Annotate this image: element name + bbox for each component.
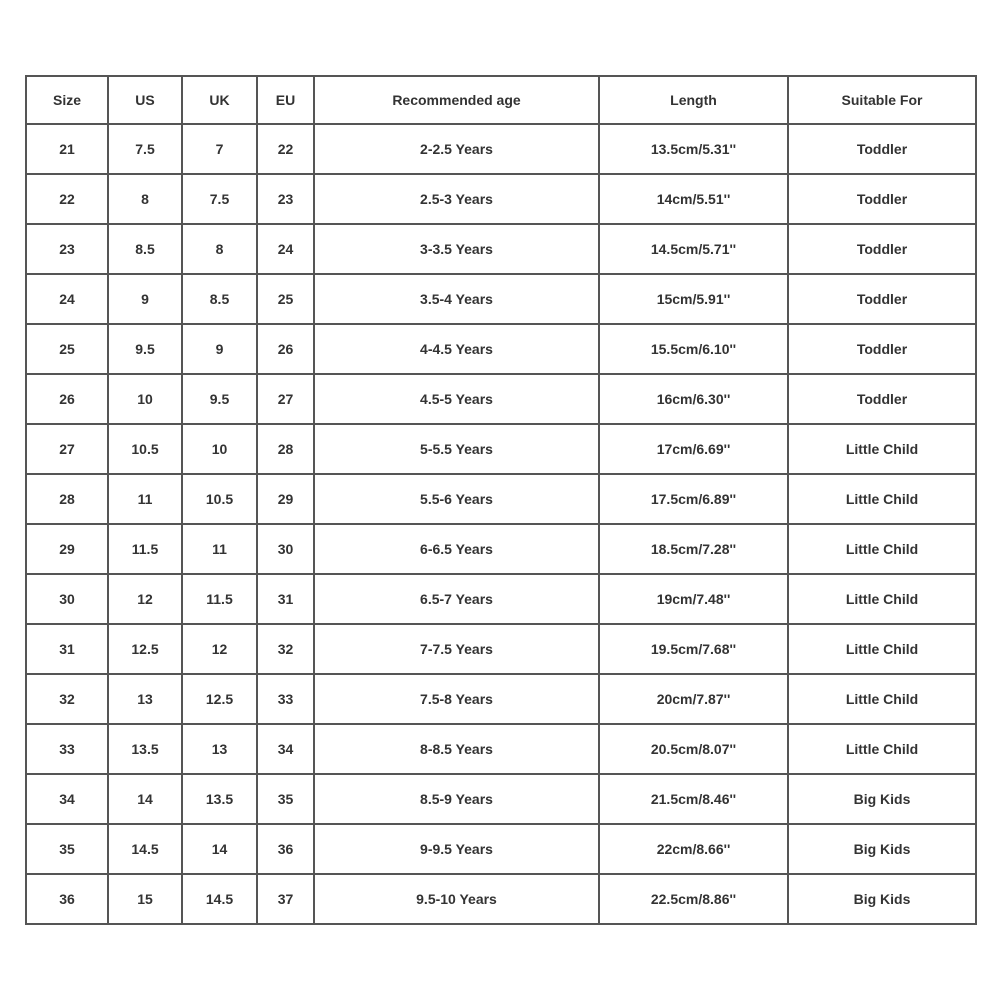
cell-size: 28 (26, 474, 108, 524)
cell-us: 14 (108, 774, 182, 824)
cell-suitable-for: Toddler (788, 174, 976, 224)
table-row (26, 174, 976, 224)
cell-suitable-for: Little Child (788, 674, 976, 724)
cell-size: 34 (26, 774, 108, 824)
cell-suitable-for: Toddler (788, 374, 976, 424)
table-row (26, 374, 976, 424)
cell-length: 14cm/5.51'' (599, 174, 788, 224)
cell-length: 19.5cm/7.68'' (599, 624, 788, 674)
cell-eu: 30 (257, 524, 314, 574)
cell-uk: 8.5 (182, 274, 257, 324)
cell-suitable-for: Big Kids (788, 824, 976, 874)
cell-uk: 13.5 (182, 774, 257, 824)
cell-eu: 33 (257, 674, 314, 724)
cell-eu: 24 (257, 224, 314, 274)
cell-suitable-for: Little Child (788, 474, 976, 524)
cell-eu: 23 (257, 174, 314, 224)
cell-recommended-age: 2-2.5 Years (314, 124, 599, 174)
table-row (26, 274, 976, 324)
cell-length: 17.5cm/6.89'' (599, 474, 788, 524)
table-row (26, 824, 976, 874)
cell-uk: 7 (182, 124, 257, 174)
cell-suitable-for: Big Kids (788, 774, 976, 824)
header-size: Size (26, 76, 108, 124)
cell-length: 22cm/8.66'' (599, 824, 788, 874)
cell-size: 24 (26, 274, 108, 324)
cell-us: 8 (108, 174, 182, 224)
cell-uk: 10 (182, 424, 257, 474)
header-eu: EU (257, 76, 314, 124)
table-row (26, 424, 976, 474)
cell-length: 15.5cm/6.10'' (599, 324, 788, 374)
cell-length: 19cm/7.48'' (599, 574, 788, 624)
cell-recommended-age: 7-7.5 Years (314, 624, 599, 674)
cell-recommended-age: 8-8.5 Years (314, 724, 599, 774)
cell-recommended-age: 8.5-9 Years (314, 774, 599, 824)
table-row (26, 774, 976, 824)
cell-length: 14.5cm/5.71'' (599, 224, 788, 274)
header-uk: UK (182, 76, 257, 124)
cell-eu: 36 (257, 824, 314, 874)
cell-eu: 37 (257, 874, 314, 924)
cell-length: 17cm/6.69'' (599, 424, 788, 474)
cell-us: 8.5 (108, 224, 182, 274)
cell-us: 14.5 (108, 824, 182, 874)
table-row (26, 524, 976, 574)
cell-size: 33 (26, 724, 108, 774)
table-row (26, 874, 976, 924)
cell-suitable-for: Big Kids (788, 874, 976, 924)
header-us: US (108, 76, 182, 124)
cell-length: 15cm/5.91'' (599, 274, 788, 324)
cell-recommended-age: 3-3.5 Years (314, 224, 599, 274)
cell-uk: 13 (182, 724, 257, 774)
table-row (26, 624, 976, 674)
table-row (26, 224, 976, 274)
cell-size: 27 (26, 424, 108, 474)
cell-us: 7.5 (108, 124, 182, 174)
cell-recommended-age: 9.5-10 Years (314, 874, 599, 924)
cell-uk: 11.5 (182, 574, 257, 624)
cell-recommended-age: 3.5-4 Years (314, 274, 599, 324)
header-suitable-for: Suitable For (788, 76, 976, 124)
cell-recommended-age: 9-9.5 Years (314, 824, 599, 874)
cell-suitable-for: Toddler (788, 274, 976, 324)
cell-suitable-for: Little Child (788, 574, 976, 624)
cell-size: 25 (26, 324, 108, 374)
cell-uk: 12 (182, 624, 257, 674)
cell-us: 13 (108, 674, 182, 724)
cell-uk: 8 (182, 224, 257, 274)
cell-size: 35 (26, 824, 108, 874)
size-chart-table (25, 75, 977, 925)
cell-uk: 12.5 (182, 674, 257, 724)
cell-eu: 28 (257, 424, 314, 474)
table-row (26, 124, 976, 174)
cell-length: 22.5cm/8.86'' (599, 874, 788, 924)
cell-suitable-for: Little Child (788, 724, 976, 774)
header-length: Length (599, 76, 788, 124)
cell-suitable-for: Toddler (788, 324, 976, 374)
cell-eu: 34 (257, 724, 314, 774)
cell-length: 16cm/6.30'' (599, 374, 788, 424)
cell-length: 18.5cm/7.28'' (599, 524, 788, 574)
cell-us: 13.5 (108, 724, 182, 774)
cell-length: 21.5cm/8.46'' (599, 774, 788, 824)
cell-recommended-age: 6-6.5 Years (314, 524, 599, 574)
cell-eu: 32 (257, 624, 314, 674)
table-row (26, 574, 976, 624)
cell-uk: 9 (182, 324, 257, 374)
cell-recommended-age: 4-4.5 Years (314, 324, 599, 374)
cell-recommended-age: 5-5.5 Years (314, 424, 599, 474)
cell-recommended-age: 5.5-6 Years (314, 474, 599, 524)
cell-recommended-age: 7.5-8 Years (314, 674, 599, 724)
cell-suitable-for: Little Child (788, 624, 976, 674)
cell-size: 31 (26, 624, 108, 674)
table-row (26, 474, 976, 524)
table-row (26, 724, 976, 774)
cell-size: 21 (26, 124, 108, 174)
cell-uk: 14.5 (182, 874, 257, 924)
header-row (26, 76, 976, 124)
cell-uk: 11 (182, 524, 257, 574)
cell-suitable-for: Little Child (788, 524, 976, 574)
cell-eu: 25 (257, 274, 314, 324)
cell-us: 12 (108, 574, 182, 624)
table-row (26, 674, 976, 724)
header-recommended-age: Recommended age (314, 76, 599, 124)
cell-size: 22 (26, 174, 108, 224)
cell-uk: 9.5 (182, 374, 257, 424)
cell-size: 32 (26, 674, 108, 724)
cell-suitable-for: Toddler (788, 124, 976, 174)
cell-us: 11.5 (108, 524, 182, 574)
cell-recommended-age: 6.5-7 Years (314, 574, 599, 624)
cell-length: 20cm/7.87'' (599, 674, 788, 724)
cell-eu: 22 (257, 124, 314, 174)
cell-us: 9 (108, 274, 182, 324)
cell-suitable-for: Toddler (788, 224, 976, 274)
cell-us: 10 (108, 374, 182, 424)
cell-length: 20.5cm/8.07'' (599, 724, 788, 774)
cell-us: 12.5 (108, 624, 182, 674)
cell-eu: 29 (257, 474, 314, 524)
cell-us: 11 (108, 474, 182, 524)
cell-size: 36 (26, 874, 108, 924)
cell-length: 13.5cm/5.31'' (599, 124, 788, 174)
table-body (26, 124, 976, 924)
cell-size: 23 (26, 224, 108, 274)
cell-size: 29 (26, 524, 108, 574)
cell-eu: 31 (257, 574, 314, 624)
cell-recommended-age: 4.5-5 Years (314, 374, 599, 424)
cell-suitable-for: Little Child (788, 424, 976, 474)
cell-uk: 7.5 (182, 174, 257, 224)
cell-size: 30 (26, 574, 108, 624)
cell-size: 26 (26, 374, 108, 424)
cell-uk: 14 (182, 824, 257, 874)
cell-us: 15 (108, 874, 182, 924)
cell-us: 9.5 (108, 324, 182, 374)
cell-eu: 27 (257, 374, 314, 424)
cell-eu: 35 (257, 774, 314, 824)
cell-recommended-age: 2.5-3 Years (314, 174, 599, 224)
table-row (26, 324, 976, 374)
cell-uk: 10.5 (182, 474, 257, 524)
cell-eu: 26 (257, 324, 314, 374)
cell-us: 10.5 (108, 424, 182, 474)
